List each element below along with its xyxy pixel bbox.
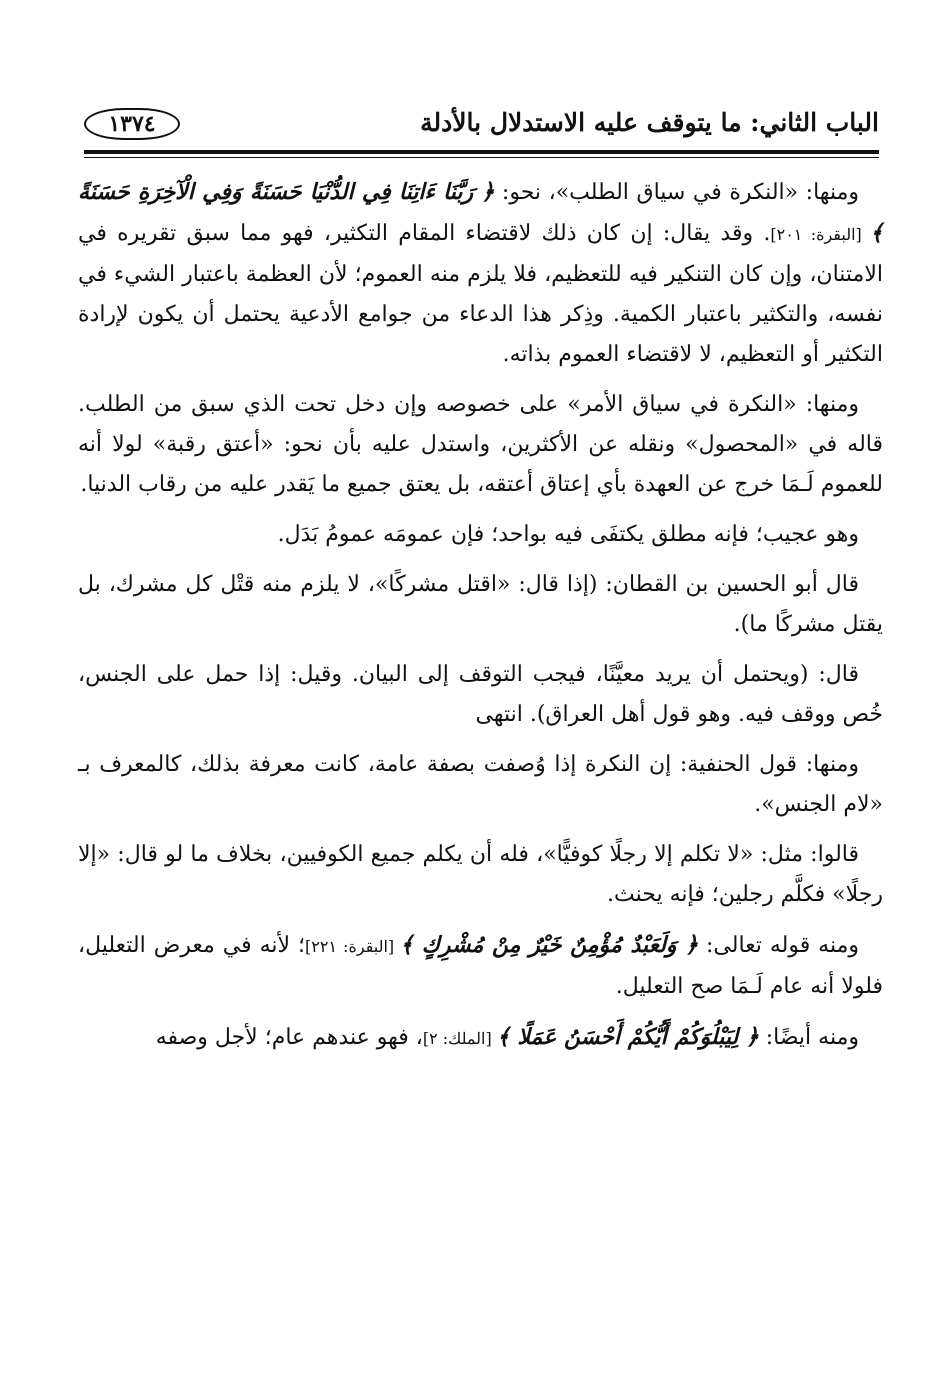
- quran-verse: ﴿ رَبَّنَا ءَاتِنَا فِي الدُّنْيَا حَسَنَةً وَفِي الْآخِرَةِ حَسَنَةً ﴾: [78, 179, 884, 246]
- header-rule-thick: [84, 150, 879, 154]
- paragraph: قال أبو الحسين بن القطان: (إذا قال: «اقتل مشركًا»، لا يلزم منه قتْل كل مشرك، بل يقتل مشركًا ما).: [78, 572, 883, 637]
- running-header: [84, 100, 879, 148]
- paragraph: ومنه قوله تعالى: ﴿ وَلَعَبْدٌ مُؤْمِنٌ خَيْرٌ مِنْ مُشْرِكٍ ﴾ [البقرة: ٢٢١]؛ لأنه في معرض التعليل، فلولا أنه عام لَـمَا صح التعليل.: [78, 932, 883, 999]
- paragraph: قالوا: مثل: «لا تكلم إلا رجلًا كوفيًّا»، فله أن يكلم جميع الكوفيين، بخلاف ما لو قال: «إلا رجلًا» فكلَّم رجلين؛ فإنه يحنث.: [78, 842, 883, 907]
- paragraph: ومنه أيضًا: ﴿ لِيَبْلُوَكُمْ أَيُّكُمْ أَحْسَنُ عَمَلًا ﴾ [الملك: ٢]، فهو عندهم عام؛ لأجل وصفه: [155, 1024, 859, 1050]
- quran-verse: ﴿ لِيَبْلُوَكُمْ أَيُّكُمْ أَحْسَنُ عَمَلًا ﴾: [496, 1024, 759, 1050]
- page-number-badge: ١٣٧٤: [84, 108, 180, 140]
- verse-reference: [الملك: ٢]: [422, 1029, 497, 1048]
- header-rule-thin: [84, 157, 879, 158]
- verse-reference: [البقرة: ٢٠١]: [770, 225, 871, 244]
- paragraph: قال: (ويحتمل أن يريد معيَّنًا، فيجب التوقف إلى البيان. وقيل: إذا حمل على الجنس، خُص ووقف فيه. وهو قول أهل العراق). انتهى: [78, 662, 883, 727]
- chapter-title: الباب الثاني: ما يتوقف عليه الاستدلال بالأدلة: [420, 108, 879, 137]
- paragraph: ومنها: «النكرة في سياق الطلب»، نحو: ﴿ رَبَّنَا ءَاتِنَا فِي الدُّنْيَا حَسَنَةً وَفِي الْآخِرَةِ حَسَنَةً ﴾ [البقرة: ٢٠١]. وقد يقال: إن كان ذلك لاقتضاء المقام التكثير، فهو مما سبق تقريره في الامتنان، وإن كان التنكير فيه للتعظيم، فلا يلزم منه العموم؛ لأن العظمة باعتبار الشيء في نفسه، والتكثير باعتبار الكمية. وذِكر هذا الدعاء من جوامع الأدعية يحتمل أن يكون لإرادة التكثير أو التعظيم، لا لاقتضاء العموم بذاته.: [78, 179, 884, 367]
- body-text: [78, 172, 883, 1069]
- paragraph: ومنها: «النكرة في سياق الأمر» على خصوصه وإن دخل تحت الذي سبق من الطلب. قاله في «المحصول» ونقله عن الأكثرين، واستدل عليه بأن نحو: «أعتق رقبة» لولا أنه للعموم لَـمَا خرج عن العهدة بأي إعتاق أعتقه، بل يعتق جميع ما يَقدر عليه من رقاب الدنيا.: [78, 392, 883, 497]
- paragraph: وهو عجيب؛ فإنه مطلق يكتفَى فيه بواحد؛ فإن عمومَه عمومُ بَدَل.: [277, 522, 859, 547]
- verse-reference: [البقرة: ٢٢١]: [304, 937, 401, 956]
- quran-verse: ﴿ وَلَعَبْدٌ مُؤْمِنٌ خَيْرٌ مِنْ مُشْرِكٍ ﴾: [400, 932, 699, 958]
- paragraph: ومنها: قول الحنفية: إن النكرة إذا وُصفت بصفة عامة، كانت معرفة بذلك، كالمعرف بـ «لام الجنس».: [78, 752, 883, 817]
